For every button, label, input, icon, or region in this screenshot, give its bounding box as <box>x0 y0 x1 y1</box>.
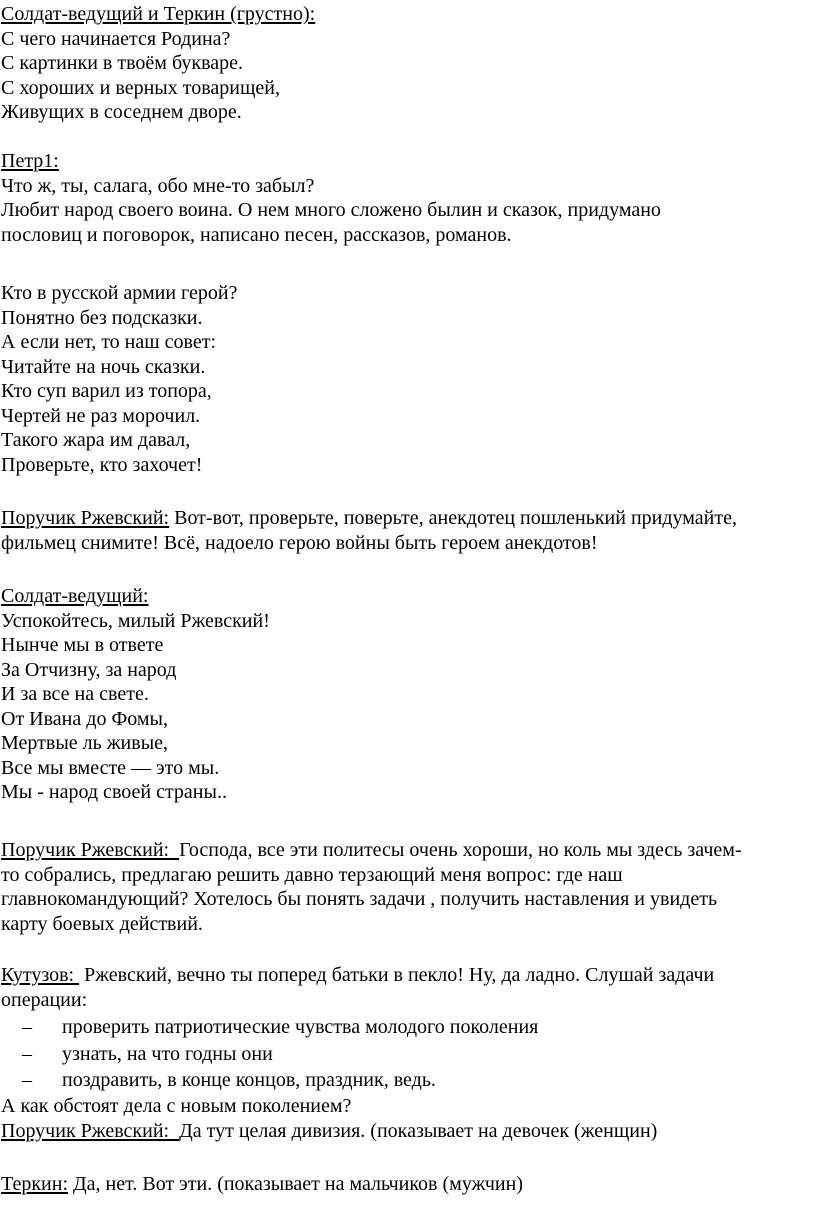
speaker-label: Солдат-ведущий и Теркин (грустно): <box>1 3 316 25</box>
speaker-label: Петр1: <box>1 150 59 172</box>
verse-line: С хороших и верных товарищей, <box>1 76 280 99</box>
verse-line: Кто в русской армии герой? <box>1 282 238 304</box>
verse-line: Проверьте, кто захочет! <box>1 453 203 476</box>
paragraph-intro <box>1 2 315 125</box>
verse-line: За Отчизну, за народ <box>1 658 177 681</box>
paragraph-rzhevsky-2 <box>1 838 742 936</box>
text-run: Ржевский, вечно ты поперед батьки в пекло! Ну, да ладно. Слушай задачи <box>79 964 715 986</box>
paragraph-soldier <box>1 584 270 805</box>
list-item <box>0 1014 538 1041</box>
verse-line: С чего начинается Родина? <box>1 27 231 50</box>
verse-line: Успокойтесь, милый Ржевский! <box>1 609 270 632</box>
text-line: Что ж, ты, салага, обо мне-то забыл? <box>1 174 315 197</box>
paragraph-generation <box>1 1094 657 1143</box>
verse-line: Мы - народ своей страны.. <box>1 781 227 803</box>
verse-line: С картинки в твоём букваре. <box>1 52 244 74</box>
list-item-text: узнать, на что годны они <box>62 1042 273 1065</box>
speaker-label: Кутузов: <box>1 964 80 986</box>
verse-line: Нынче мы в ответе <box>1 634 164 656</box>
verse-line: Понятно без подсказки. <box>1 306 203 329</box>
paragraph-kutuzov <box>1 963 714 1012</box>
dash-bullet-icon: – <box>22 1016 32 1038</box>
speaker-label: Поручик Ржевский: <box>1 839 180 861</box>
verse-line: Мертвые ль живые, <box>1 732 169 754</box>
text-run: Да, нет. Вот эти. (показывает на мальчиков (мужчин) <box>68 1173 523 1195</box>
verse-line: Кто суп варил из топора, <box>1 380 212 402</box>
text-line: главнокомандующий? Хотелось бы понять задачи , получить наставления и увидеть <box>1 888 718 910</box>
list-item <box>0 1041 538 1068</box>
text-line: А как обстоят дела с новым поколением? <box>1 1095 352 1117</box>
verse-line: Чертей не раз морочил. <box>1 404 201 427</box>
list-item-text: поздравить, в конце концов, праздник, ведь. <box>62 1069 436 1091</box>
text-line: то собрались, предлагаю решить давно терзающий меня вопрос: где наш <box>1 863 623 886</box>
text-run: Вот-вот, проверьте, поверьте, анекдотец пошленький придумайте, <box>169 507 737 529</box>
speaker-label: Теркин: <box>1 1173 69 1195</box>
verse-line: И за все на свете. <box>1 683 149 705</box>
text-line: карту боевых действий. <box>1 912 203 935</box>
text-line: Любит народ своего воина. О нем много сложено былин и сказок, придумано <box>1 199 661 221</box>
paragraph-poem-hero <box>1 281 237 477</box>
paragraph-petr <box>1 149 661 247</box>
paragraph-rzhevsky-1 <box>1 506 737 555</box>
list-item-text: проверить патриотические чувства молодого поколения <box>62 1016 539 1038</box>
list-item <box>0 1067 538 1094</box>
verse-line: Читайте на ночь сказки. <box>1 355 206 378</box>
verse-line: Такого жара им давал, <box>1 429 191 451</box>
dash-bullet-icon: – <box>22 1069 32 1091</box>
text-line: пословиц и поговорок, написано песен, рассказов, романов. <box>1 223 512 246</box>
speaker-label: Солдат-ведущий: <box>1 585 149 607</box>
task-list <box>0 1014 538 1094</box>
paragraph-terkin <box>1 1172 523 1197</box>
verse-line: Живущих в соседнем дворе. <box>1 101 242 123</box>
text-run: Да тут целая дивизия. (показывает на девочек (женщин) <box>179 1119 658 1142</box>
verse-line: От Ивана до Фомы, <box>1 707 168 730</box>
verse-line: А если нет, то наш совет: <box>1 331 217 353</box>
speaker-label: Поручик Ржевский: <box>1 1119 180 1142</box>
text-line: операции: <box>1 988 88 1011</box>
dash-bullet-icon: – <box>22 1042 32 1065</box>
speaker-label: Поручик Ржевский: <box>1 507 170 529</box>
verse-line: Все мы вместе — это мы. <box>1 756 220 779</box>
text-line: фильмец снимите! Всё, надоело герою войны быть героем анекдотов! <box>1 531 598 554</box>
text-run: Господа, все эти политесы очень хороши, но коль мы здесь зачем- <box>179 839 742 861</box>
